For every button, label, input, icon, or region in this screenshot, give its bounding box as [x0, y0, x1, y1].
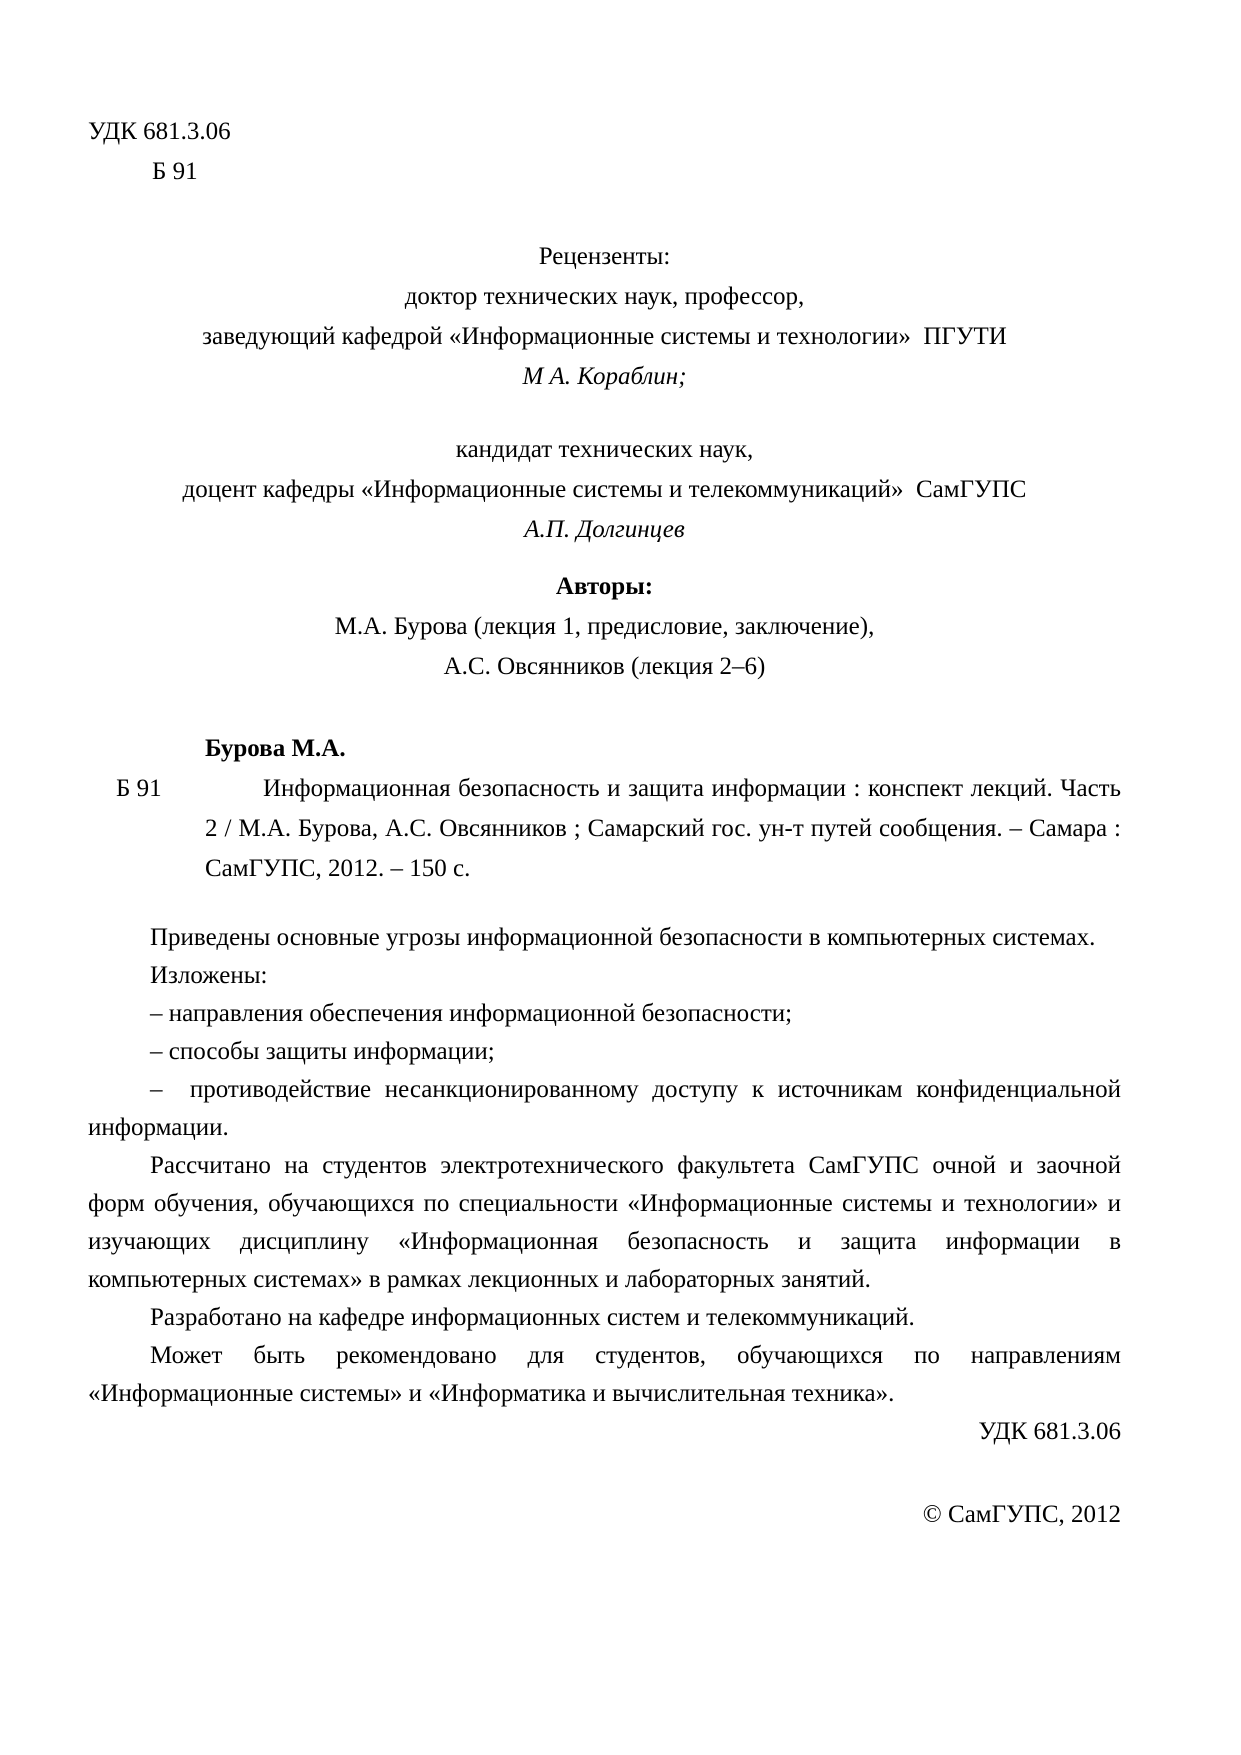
bib-entry [88, 769, 1121, 889]
reviewer2-degree: кандидат технических наук, [455, 436, 754, 463]
reviewer2-affiliation: доцент кафедры «Информационные системы и телекоммуникаций» СамГУПС [182, 476, 1027, 503]
annotation-paragraph-audience: Рассчитано на студентов электротехнического факультета СамГУПС очной и заочной форм обучения, обучающихся по специальности «Информационные системы и технологии» и изучающих дисциплину «Информационная безопасность и защита информации в компьютерных системах» в рамках лекционных и лабораторных занятий. [88, 1152, 1121, 1293]
bibliographic-record [88, 729, 1121, 889]
annotation-list-item-directions: – направления обеспечения информационной безопасности; [150, 1000, 793, 1027]
reviewers-heading: Рецензенты: [538, 243, 671, 270]
bbk-code-top: Б 91 [152, 158, 198, 185]
authors-section [88, 567, 1121, 687]
reviewer1-affiliation: заведующий кафедрой «Информационные системы и технологии» ПГУТИ [202, 323, 1007, 350]
author1-line: М.А. Бурова (лекция 1, предисловие, заключение), [334, 613, 875, 640]
reviewer2-name: А.П. Долгинцев [524, 516, 685, 543]
copyright-line: © СамГУПС, 2012 [922, 1501, 1121, 1528]
annotation-section [88, 919, 1121, 1413]
annotation-paragraph-department: Разработано на кафедре информационных систем и телекоммуникаций. [150, 1304, 915, 1331]
udc-code-bottom: УДК 681.3.06 [978, 1418, 1121, 1445]
author2-line: А.С. Овсянников (лекция 2–6) [443, 653, 766, 680]
reviewer2-section [88, 430, 1121, 550]
udc-code-top: УДК 681.3.06 [88, 118, 231, 145]
annotation-list-item-counteraction: – противодействие несанкционированному доступу к источникам конфиденциальной информации. [88, 1076, 1121, 1141]
reviewers-section [88, 237, 1121, 397]
classification-codes [88, 112, 1121, 192]
reviewer1-degree: доктор технических наук, профессор, [404, 283, 805, 310]
reviewer1-name: М А. Кораблин; [522, 363, 687, 390]
annotation-paragraph-threats: Приведены основные угрозы информационной безопасности в компьютерных системах. [150, 924, 1096, 951]
annotation-list-item-methods: – способы защиты информации; [150, 1038, 495, 1065]
annotation-paragraph-outlined: Изложены: [150, 962, 268, 989]
bib-author-heading: Бурова М.А. [205, 735, 346, 762]
annotation-paragraph-recommendation: Может быть рекомендовано для студентов, обучающихся по направлениям «Информационные системы» и «Информатика и вычислительная техника». [88, 1342, 1121, 1407]
bib-description: Информационная безопасность и защита информации : конспект лекций. Часть 2 / М.А. Бурова, А.С. Овсянников ; Самарский гос. ун-т путей сообщения. – Самара : СамГУПС, 2012. – 150 с. [205, 775, 1121, 882]
bbk-code-entry: Б 91 [116, 775, 162, 802]
authors-heading: Авторы: [555, 573, 654, 600]
